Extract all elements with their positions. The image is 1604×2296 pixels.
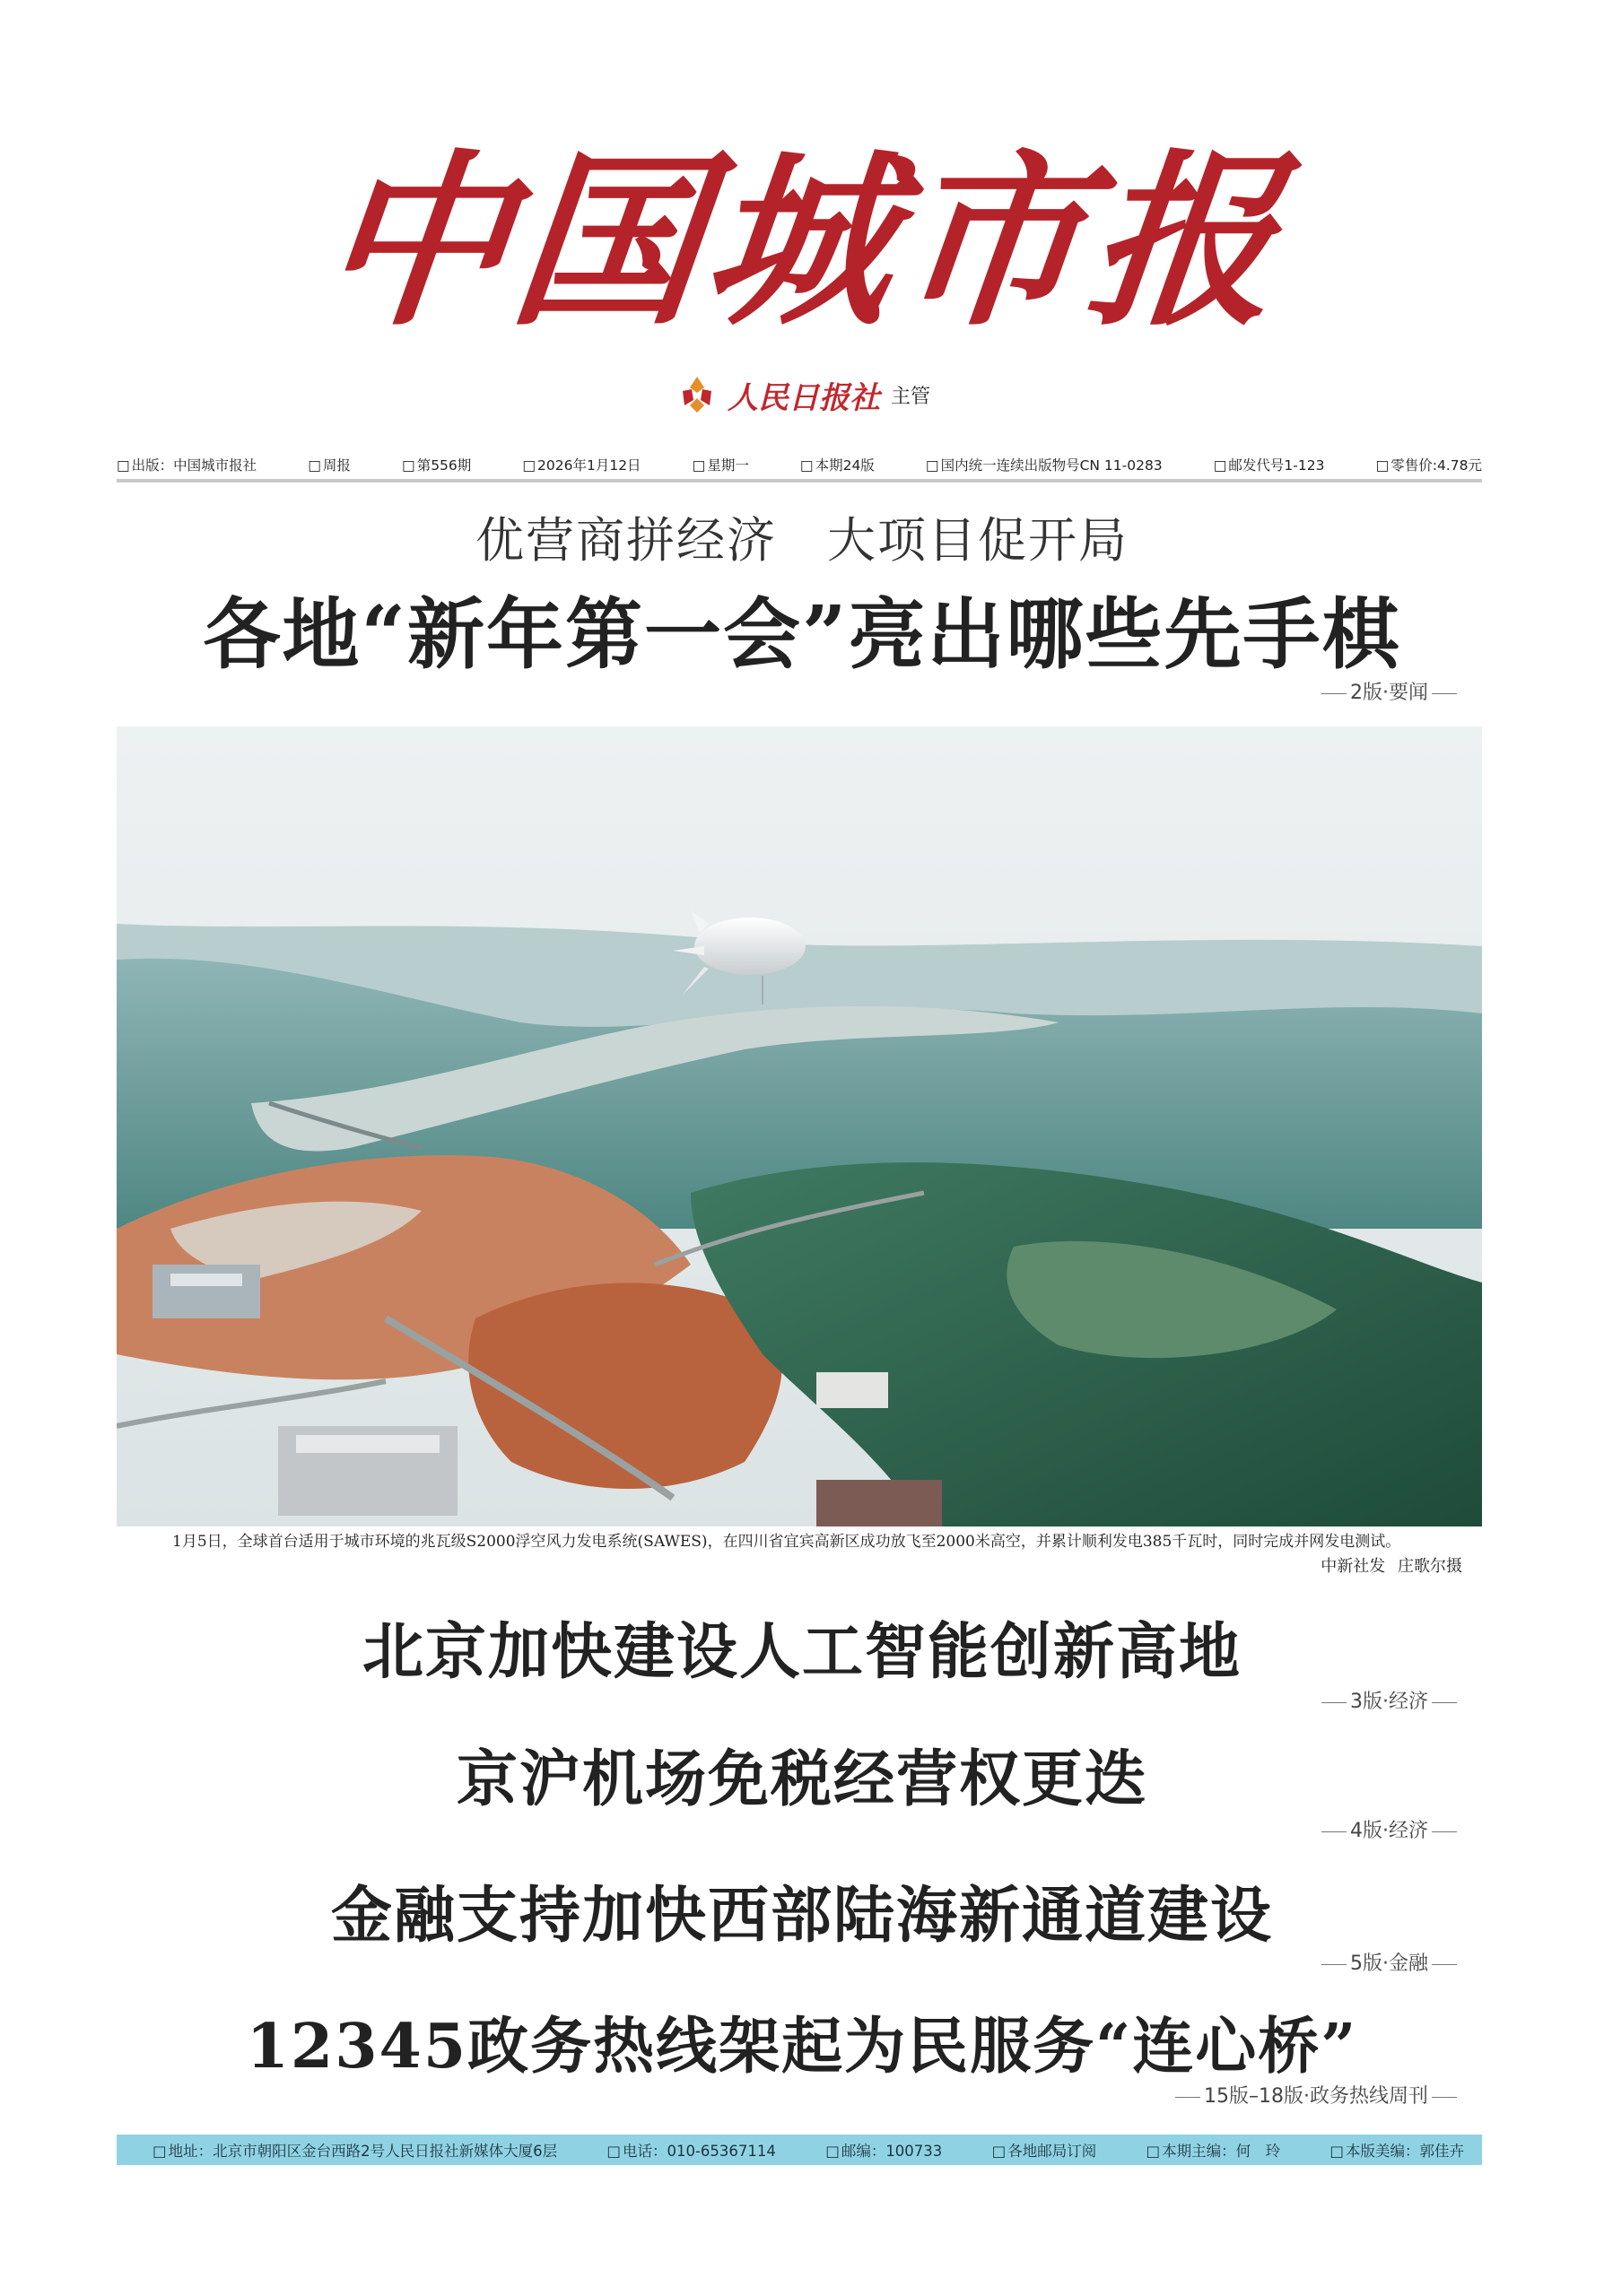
story-headline[interactable]: 12345政务热线架起为民服务“连心桥” <box>246 2011 1358 2083</box>
publisher-name: 人民日报社 <box>728 379 880 416</box>
info-cn-number: □ 国内统一连续出版物号CN 11-0283 <box>926 455 1163 474</box>
info-page-count: □ 本期24版 <box>800 455 875 474</box>
people-daily-logo-icon <box>677 375 717 414</box>
info-postal-code: □ 邮发代号1-123 <box>1214 455 1325 474</box>
story-page-ref[interactable] <box>1172 2081 1460 2109</box>
publisher-line <box>677 368 930 422</box>
footer-subscription: □ 各地邮局订阅 <box>992 2139 1097 2161</box>
footer-postcode: □ 邮编：100733 <box>825 2139 942 2161</box>
photo-caption: 1月5日，全球首台适用于城市环境的兆瓦级S2000浮空风力发电系统(SAWES)，在四川省宜宾高新区成功放飞至2000米高空，并累计顺利发电385千瓦时，同时完成并网发电测试。 <box>172 1533 1401 1551</box>
story-page-ref-text: 5版·金融 <box>1350 1952 1428 1975</box>
footer-info-bar <box>117 2135 1482 2165</box>
story-page-ref[interactable] <box>1318 1815 1460 1843</box>
story-headline[interactable]: 金融支持加快西部陆海新通道建设 <box>330 1880 1273 1952</box>
story-page-ref[interactable] <box>1318 1948 1460 1976</box>
lead-photo <box>117 726 1482 1526</box>
info-date: □ 2026年1月12日 <box>522 455 641 474</box>
photo-credit <box>1184 1553 1462 1577</box>
story-page-ref-text: 3版·经济 <box>1350 1691 1428 1713</box>
footer-address: □ 地址：北京市朝阳区金台西路2号人民日报社新媒体大厦6层 <box>153 2139 557 2161</box>
lead-page-ref[interactable] <box>1318 677 1460 705</box>
issue-info-bar <box>117 450 1482 483</box>
lead-page-ref-text: 2版·要闻 <box>1350 682 1428 704</box>
info-issue-number: □ 第556期 <box>402 455 471 474</box>
info-publisher: □ 出版：中国城市报社 <box>117 455 257 474</box>
lead-headline[interactable]: 各地“新年第一会”亮出哪些先手棋 <box>203 589 1401 680</box>
photo-credit-name: 庄歌尔摄 <box>1398 1557 1462 1576</box>
info-price: □ 零售价:4.78元 <box>1376 455 1482 474</box>
footer-phone: □ 电话：010-65367114 <box>606 2139 776 2161</box>
story-headline[interactable]: 北京加快建设人工智能创新高地 <box>362 1616 1242 1688</box>
aerial-landscape-image <box>117 726 1482 1526</box>
footer-chief-editor: □ 本期主编：何 玲 <box>1146 2139 1281 2161</box>
footer-art-editor: □ 本版美编：郭佳卉 <box>1329 2139 1464 2161</box>
masthead <box>0 108 1604 404</box>
story-headline[interactable]: 京沪机场免税经营权更迭 <box>456 1744 1147 1815</box>
story-page-ref-text: 4版·经济 <box>1350 1820 1428 1842</box>
story-page-ref[interactable] <box>1318 1686 1460 1714</box>
info-weekday: □ 星期一 <box>693 455 749 474</box>
newspaper-title: 中国城市报 <box>310 133 1294 352</box>
story-page-ref-text: 15版–18版·政务热线周刊 <box>1204 2085 1428 2108</box>
info-frequency: □ 周报 <box>308 455 351 474</box>
lead-subhead: 优营商拼经济 大项目促开局 <box>475 512 1129 569</box>
photo-credit-agency: 中新社发 <box>1321 1557 1386 1576</box>
publisher-role: 主管 <box>891 385 931 408</box>
